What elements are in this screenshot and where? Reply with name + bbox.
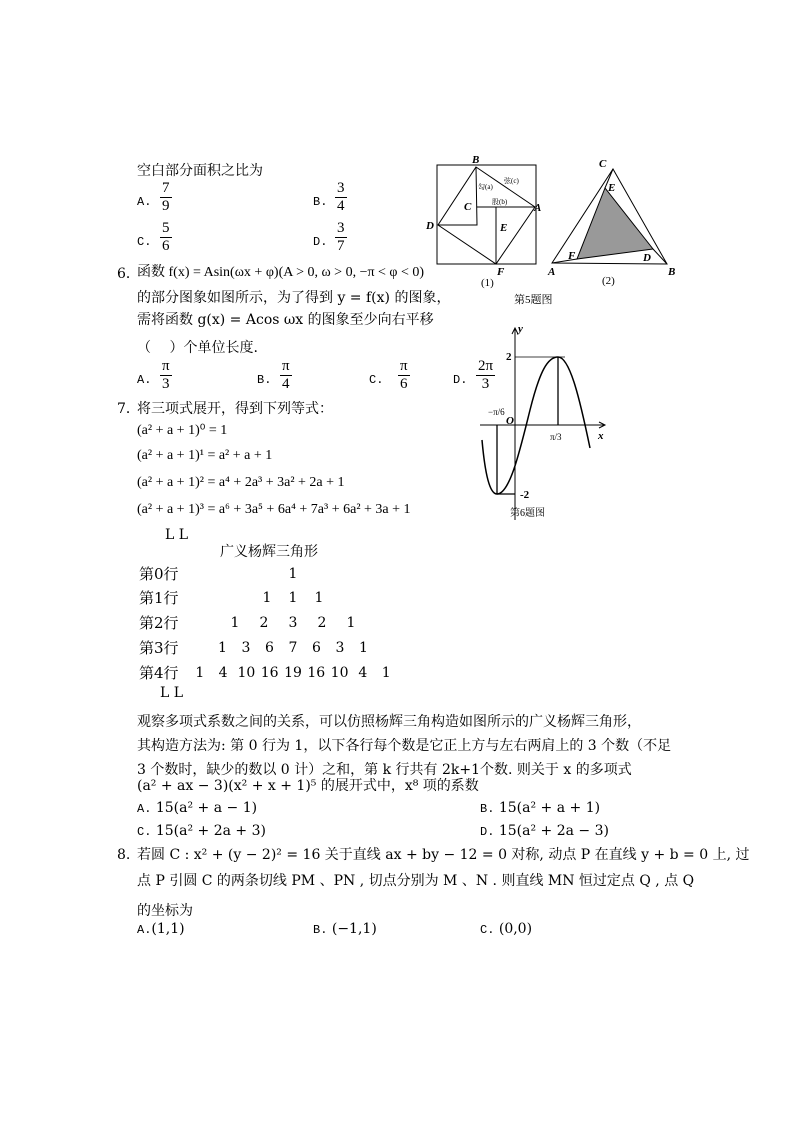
triangle-row-label: 第3行 bbox=[139, 639, 179, 657]
ellipsis: L L bbox=[165, 527, 189, 543]
triangle-cell: 7 bbox=[288, 640, 298, 656]
numerator: 2π bbox=[478, 358, 494, 374]
q7-para-line: 其构造方法为: 第 0 行为 1，以下各行每个数是它正上方与左右两肩上的 3 个数（不足 bbox=[137, 738, 672, 754]
triangle-cell: 19 bbox=[284, 665, 302, 681]
label-gu: 股(b) bbox=[492, 198, 508, 206]
q7-option-d bbox=[480, 824, 609, 838]
triangle-cell: 6 bbox=[265, 640, 274, 656]
q6-option-d-label: D. bbox=[453, 373, 468, 387]
triangle-cell: 4 bbox=[358, 665, 368, 681]
option-label: C. bbox=[480, 923, 495, 937]
numerator: 3 bbox=[337, 220, 345, 236]
ellipsis: L L bbox=[160, 685, 184, 701]
inner-square bbox=[438, 167, 535, 264]
q8-option-c bbox=[480, 922, 532, 936]
point-c2: C bbox=[599, 158, 607, 170]
q8-line2: 点 P 引圆 C 的两条切线 PM 、PN , 切点分别为 M 、N . 则直线 MN 恒过定点 Q , 点 Q bbox=[137, 873, 695, 889]
q7-intro: 将三项式展开，得到下列等式： bbox=[137, 401, 333, 417]
q6-graph bbox=[460, 320, 620, 525]
triangle-title: 广义杨辉三角形 bbox=[220, 544, 318, 560]
point-f2: F bbox=[568, 250, 576, 262]
triangle-cell: 1 bbox=[288, 590, 298, 606]
fig-6-caption: 第6题图 bbox=[510, 508, 545, 519]
denominator: 6 bbox=[162, 237, 170, 254]
option-label: A. bbox=[137, 923, 152, 937]
triangle-cell: 1 bbox=[218, 640, 227, 656]
point-a2: A bbox=[548, 266, 556, 278]
point-e: E bbox=[500, 222, 508, 234]
fig-5-caption: 第5题图 bbox=[514, 294, 553, 306]
triangle-cell: 6 bbox=[312, 640, 321, 656]
option-text: 15(a² + 2a + 3) bbox=[155, 823, 266, 839]
triangle-cell: 2 bbox=[259, 615, 269, 631]
option-label: B. bbox=[480, 802, 495, 816]
q6-line2: 的部分图象如图所示，为了得到 y = f(x) 的图象， bbox=[137, 290, 451, 306]
q6-option-c bbox=[398, 358, 410, 392]
y-label: y bbox=[518, 323, 523, 335]
y-min-label: -2 bbox=[520, 489, 530, 501]
triangle-row-label: 第2行 bbox=[139, 614, 179, 632]
q7-option-c bbox=[137, 824, 266, 838]
q8-line3: 的坐标为 bbox=[137, 903, 193, 919]
triangle-cell: 10 bbox=[330, 665, 349, 681]
point-d2: D bbox=[643, 252, 651, 264]
option-label: D. bbox=[480, 825, 495, 839]
q7-option-a bbox=[137, 801, 257, 815]
denominator: 3 bbox=[481, 375, 490, 392]
q5-option-b-label: B. bbox=[313, 195, 328, 209]
triangle-cell: 1 bbox=[359, 640, 368, 656]
q8-number: 8. bbox=[117, 847, 131, 863]
q6-line3: 需将函数 g(x) = Acos ωx 的图象至少向右平移 bbox=[137, 312, 434, 328]
q6-option-c-label: C. bbox=[369, 373, 384, 387]
triangle-row-label: 第4行 bbox=[139, 664, 179, 682]
option-text: 15(a² + a + 1) bbox=[498, 800, 601, 816]
triangle-cell: 10 bbox=[237, 665, 256, 681]
q5-option-a-label: A. bbox=[137, 195, 152, 209]
q7-para-line: (a² + ax − 3)(x² + x + 1)⁵ 的展开式中，x⁸ 项的系数 bbox=[137, 778, 479, 794]
q7-option-b bbox=[480, 801, 600, 815]
triangle-cell: 1 bbox=[195, 665, 205, 681]
point-c: C bbox=[464, 201, 472, 213]
triangle-cell: 1 bbox=[230, 615, 240, 631]
triangle-cell: 4 bbox=[218, 665, 228, 681]
q5-stem: 空白部分面积之比为 bbox=[137, 163, 263, 179]
origin-label: O bbox=[506, 415, 514, 427]
q6-option-a-label: A. bbox=[137, 373, 152, 387]
triangle-cell: 16 bbox=[260, 665, 279, 681]
q6-line1: 函数 f(x) = Asin(ωx + φ)(A > 0, ω > 0, −π < φ < 0) bbox=[137, 265, 425, 280]
denominator: 9 bbox=[162, 197, 170, 214]
option-text: 15(a² + 2a − 3) bbox=[498, 823, 609, 839]
option-label: B. bbox=[313, 923, 328, 937]
option-label: C. bbox=[137, 825, 152, 839]
triangle-cell: 1 bbox=[381, 665, 391, 681]
option-text: (1,1) bbox=[151, 921, 185, 937]
y-max-label: 2 bbox=[506, 351, 512, 363]
q6-line4: （ ）个单位长度. bbox=[137, 340, 258, 356]
q8-line1: 若圆 C : x² + (y − 2)² = 16 关于直线 ax + by − 12 = 0 对称, 动点 P 在直线 y + b = 0 上, 过 bbox=[137, 847, 750, 863]
denominator: 4 bbox=[282, 375, 290, 392]
denominator: 6 bbox=[400, 375, 408, 392]
shaded-triangle bbox=[577, 188, 653, 259]
label-gou: 勾(a) bbox=[478, 183, 493, 191]
numerator: 3 bbox=[337, 180, 345, 196]
triangle-row-label: 第0行 bbox=[139, 565, 179, 583]
point-f: F bbox=[497, 266, 505, 278]
denominator: 4 bbox=[337, 197, 345, 214]
q5-option-d-label: D. bbox=[313, 235, 328, 249]
numerator: π bbox=[282, 358, 290, 374]
outer-square bbox=[437, 165, 536, 264]
triangle-row-label: 第1行 bbox=[139, 589, 179, 607]
q8-option-b bbox=[313, 922, 377, 936]
label-xian: 弦(c) bbox=[504, 177, 519, 185]
q6-option-a bbox=[160, 358, 172, 392]
q7-equation: (a² + a + 1)² = a⁴ + 2a³ + 3a² + 2a + 1 bbox=[137, 475, 345, 490]
triangle-cell: 3 bbox=[335, 640, 345, 656]
triangle-cell: 1 bbox=[262, 590, 272, 606]
numerator: π bbox=[162, 358, 170, 374]
triangle-cell: 3 bbox=[241, 640, 251, 656]
x-tick-neg: −π/6 bbox=[488, 407, 505, 417]
denominator: 7 bbox=[337, 237, 345, 254]
option-text: (−1,1) bbox=[331, 921, 377, 937]
triangle-cell: 2 bbox=[317, 615, 327, 631]
numerator: 7 bbox=[162, 180, 170, 196]
q7-para-line: 3 个数时，缺少的数以 0 计）之和，第 k 行共有 2k+1个数. 则关于 x 的多项式 bbox=[137, 762, 632, 778]
point-a: A bbox=[534, 202, 542, 214]
fig-2-label: (2) bbox=[602, 275, 615, 287]
point-b2: B bbox=[668, 266, 676, 278]
point-e2: E bbox=[608, 182, 616, 194]
option-label: A. bbox=[137, 802, 152, 816]
q6-option-b bbox=[280, 358, 292, 392]
x-tick-pos: π/3 bbox=[550, 432, 562, 442]
q6-option-b-label: B. bbox=[257, 373, 272, 387]
triangle-cell: 1 bbox=[288, 566, 298, 582]
q7-number: 7． bbox=[117, 401, 140, 417]
q7-equation: (a² + a + 1)⁰ = 1 bbox=[137, 423, 228, 438]
triangle-cell: 1 bbox=[346, 615, 356, 631]
option-text: (0,0) bbox=[498, 921, 533, 937]
fig-1-label: (1) bbox=[481, 277, 494, 289]
q6-number: 6． bbox=[117, 266, 140, 282]
triangle-cell: 3 bbox=[288, 615, 298, 631]
numerator: π bbox=[400, 358, 408, 374]
numerator: 5 bbox=[162, 220, 170, 236]
denominator: 3 bbox=[162, 375, 170, 392]
point-b: B bbox=[472, 154, 480, 166]
q5-option-c-label: C. bbox=[137, 235, 152, 249]
q7-para-line: 观察多项式系数之间的关系，可以仿照杨辉三角构造如图所示的广义杨辉三角形， bbox=[137, 714, 641, 730]
x-label: x bbox=[598, 430, 604, 442]
point-d: D bbox=[426, 220, 434, 232]
option-text: 15(a² + a − 1) bbox=[155, 800, 258, 816]
q8-option-a bbox=[137, 922, 185, 936]
triangle-cell: 16 bbox=[307, 665, 326, 681]
triangle-cell: 1 bbox=[314, 590, 324, 606]
q7-equation: (a² + a + 1)³ = a⁶ + 3a⁵ + 6a⁴ + 7a³ + 6a² + 3a + 1 bbox=[137, 502, 411, 517]
q7-equation: (a² + a + 1)¹ = a² + a + 1 bbox=[137, 448, 273, 463]
